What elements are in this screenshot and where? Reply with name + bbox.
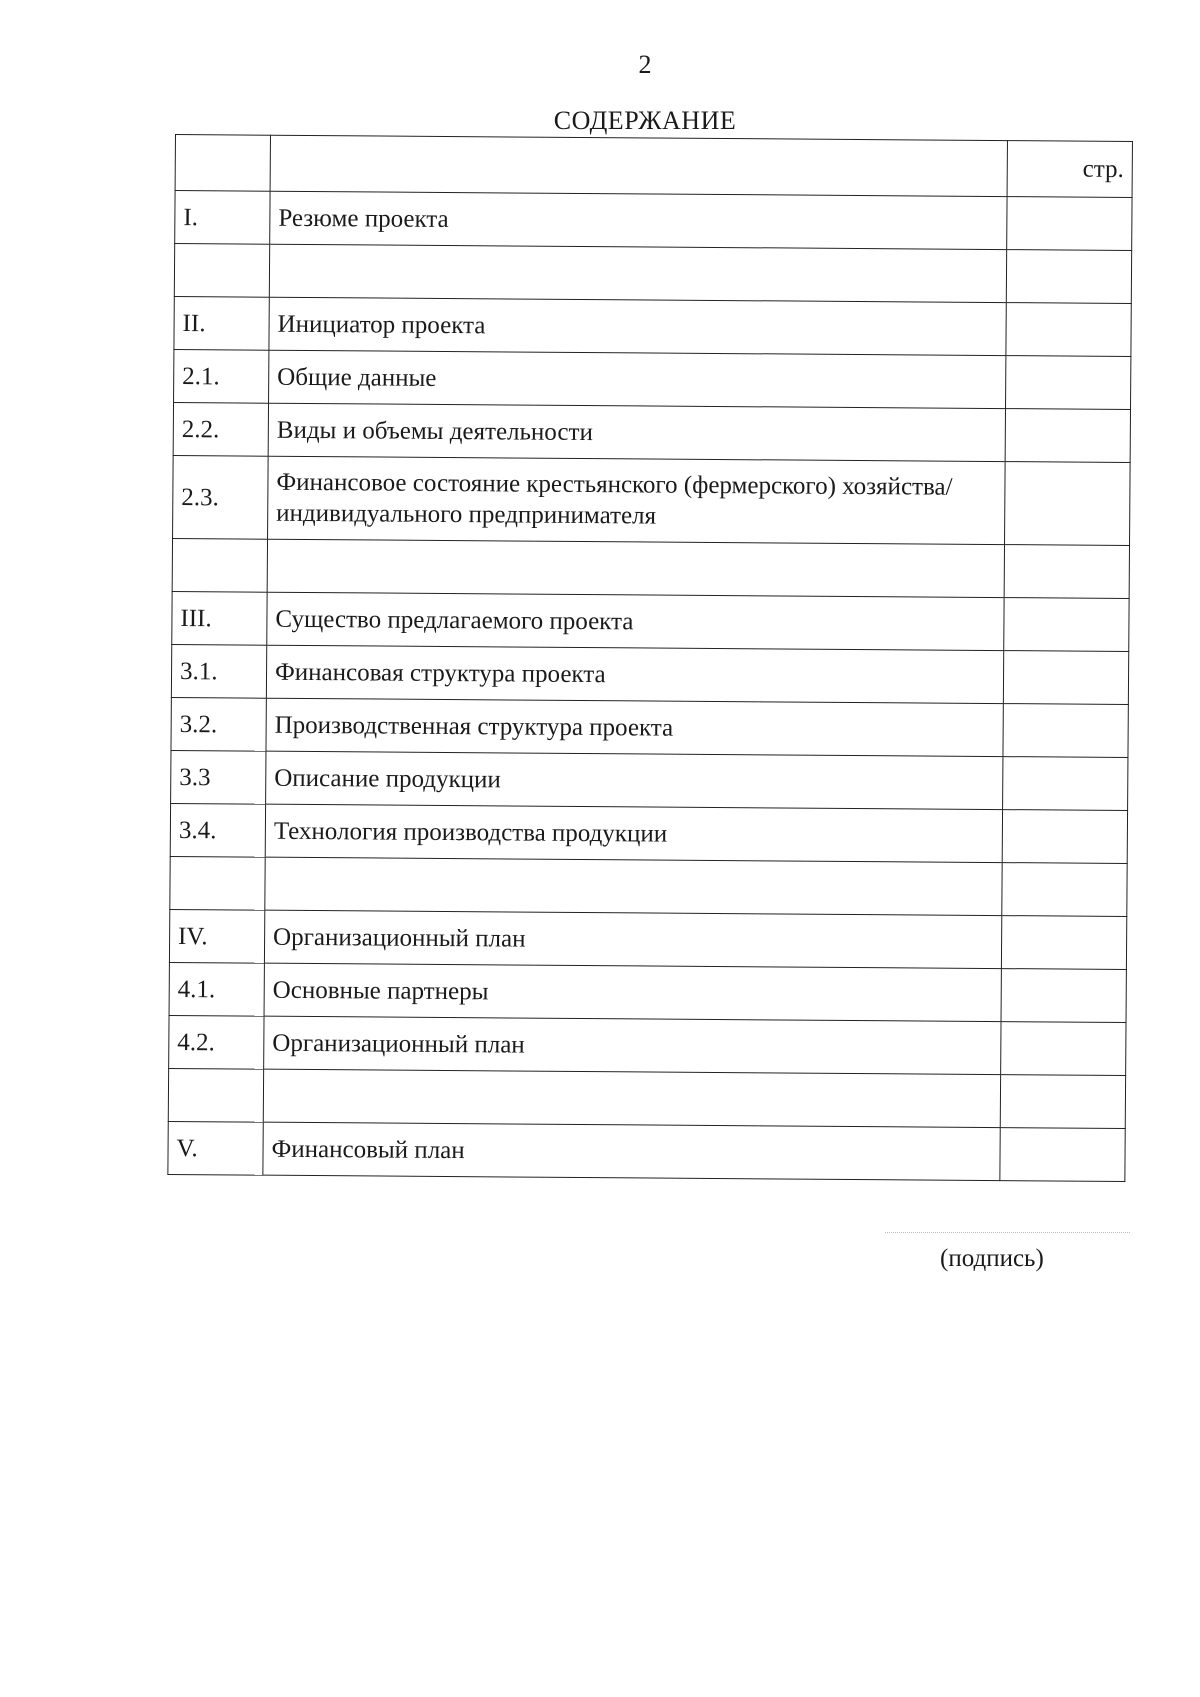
toc-row-number	[172, 538, 267, 592]
toc-row-page	[1003, 704, 1128, 758]
toc-row	[172, 538, 1129, 598]
toc-row	[171, 697, 1128, 757]
toc-row-page	[1006, 356, 1131, 410]
toc-row-number: V.	[168, 1121, 263, 1175]
toc-row-label	[267, 539, 1004, 597]
toc-row-page	[1003, 651, 1128, 705]
toc-row-label: Финансовая структура проекта	[266, 645, 1003, 703]
toc-row-label: Инициатор проекта	[269, 297, 1006, 355]
toc-row	[168, 1068, 1125, 1128]
toc-row-label	[263, 1069, 1000, 1127]
toc-row-label: Финансовый план	[263, 1122, 1000, 1180]
toc-table	[167, 134, 1133, 1182]
toc-row-number: 2.2.	[173, 402, 268, 456]
toc-row-page	[1004, 545, 1129, 599]
toc-row-page	[1005, 409, 1130, 463]
toc-row-label: Финансовое состояние крестьянского (фермерского) хозяйства/индивидуального предпринимателя	[268, 456, 1006, 544]
toc-row-number: IV.	[169, 909, 264, 963]
toc-row	[175, 191, 1132, 251]
toc-row-number	[170, 856, 265, 910]
toc-row-number: 4.1.	[169, 962, 264, 1016]
toc-row-page	[1000, 1075, 1125, 1129]
toc-row-number: 2.3.	[173, 455, 269, 539]
toc-row-page	[1007, 197, 1132, 251]
toc-row-label: Резюме проекта	[270, 191, 1007, 249]
toc-row-page	[1001, 969, 1126, 1023]
toc-row-page	[1004, 598, 1129, 652]
toc-row	[174, 349, 1131, 409]
toc-row	[170, 803, 1127, 863]
toc-row-label: Общие данные	[269, 350, 1006, 408]
toc-row	[173, 455, 1131, 545]
toc-row	[172, 591, 1129, 651]
header-page-cell: стр.	[1007, 141, 1132, 198]
toc-row-label	[265, 857, 1002, 915]
toc-body	[168, 135, 1133, 1182]
toc-row-label: Организационный план	[264, 1016, 1001, 1074]
toc-row-page	[1002, 863, 1127, 917]
toc-row-number: II.	[174, 296, 269, 350]
toc-row-page	[1003, 757, 1128, 811]
toc-row-label: Основные партнеры	[264, 963, 1001, 1021]
toc-row-number: 4.2.	[169, 1015, 264, 1069]
toc-row-label: Существо предлагаемого проекта	[267, 592, 1004, 650]
toc-row-page	[1001, 1022, 1126, 1076]
toc-row	[174, 244, 1131, 304]
toc-row-number: 3.2.	[171, 697, 266, 751]
toc-row-label: Виды и объемы деятельности	[268, 403, 1005, 461]
toc-row-page	[1002, 810, 1127, 864]
toc-row-number: 3.4.	[170, 803, 265, 857]
toc-header-row	[175, 135, 1132, 198]
toc-row	[173, 402, 1130, 462]
toc-row-number: 2.1.	[174, 349, 269, 403]
toc-row	[170, 856, 1127, 916]
toc-row-number: I.	[175, 191, 270, 245]
toc-row-page	[1000, 1128, 1125, 1182]
toc-row-label: Производственная структура проекта	[266, 698, 1003, 756]
toc-row-label	[269, 244, 1006, 302]
toc-row	[174, 296, 1131, 356]
toc-row-page	[1001, 916, 1126, 970]
toc-row-number: 3.1.	[171, 644, 266, 698]
header-num-cell	[175, 135, 270, 192]
toc-row-label: Организационный план	[264, 910, 1001, 968]
signature-caption: (подпись)	[940, 1245, 1044, 1272]
toc-row-label: Описание продукции	[266, 751, 1003, 809]
toc-row-page	[1005, 462, 1131, 546]
toc-row-label: Технология производства продукции	[265, 804, 1002, 862]
page-number: 2	[638, 50, 652, 79]
header-section-cell	[270, 135, 1007, 196]
toc-row	[169, 1015, 1126, 1075]
toc-row-page	[1006, 303, 1131, 357]
toc-row-page	[1006, 250, 1131, 304]
toc-row	[171, 750, 1128, 810]
toc-row-number: III.	[172, 591, 267, 645]
toc-row	[169, 909, 1126, 969]
table-of-contents	[167, 134, 1133, 1182]
toc-row-number: 3.3	[171, 750, 266, 804]
toc-row	[169, 962, 1126, 1022]
toc-row	[168, 1121, 1125, 1181]
toc-row-number	[168, 1068, 263, 1122]
document-title: СОДЕРЖАНИЕ	[553, 106, 737, 135]
signature-line	[885, 1232, 1130, 1233]
toc-row	[171, 644, 1128, 704]
toc-row-number	[174, 244, 269, 298]
